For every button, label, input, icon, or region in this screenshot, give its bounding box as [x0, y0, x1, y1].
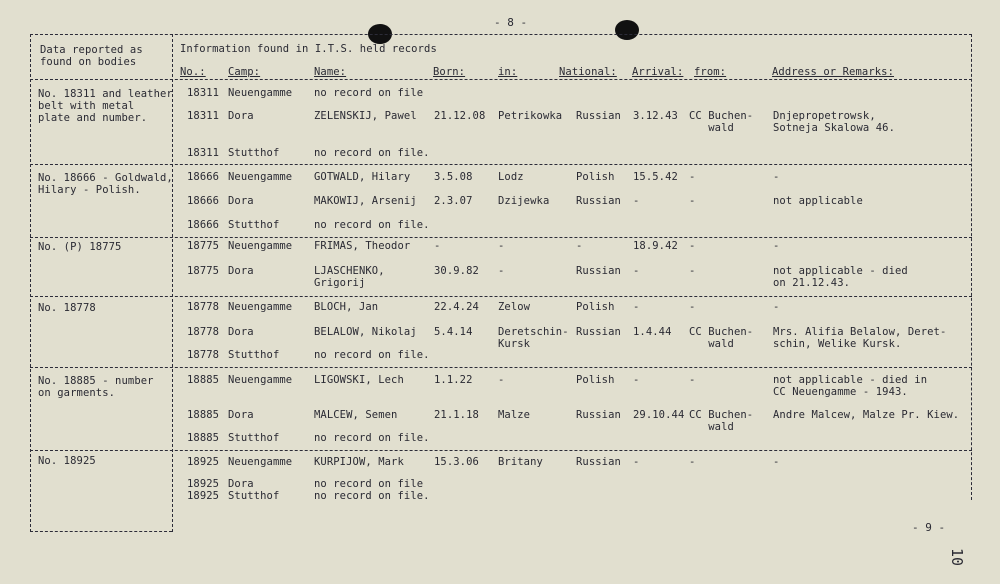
cell-in: Britany — [498, 456, 543, 468]
cell-no: 18778 — [187, 326, 220, 338]
cell-born: 1.1.22 — [434, 374, 473, 386]
cell-no: 18885 — [187, 374, 220, 386]
cell-born: - — [434, 240, 441, 252]
cell-rem: not applicable — [773, 195, 863, 207]
cell-nat: Russian — [576, 326, 621, 338]
group-label: No. 18666 - Goldwald, Hilary - Polish. — [38, 172, 173, 196]
cell-in: Deretschin- Kursk — [498, 326, 569, 350]
cell-in: - — [498, 265, 505, 277]
group-label: No. 18778 — [38, 302, 96, 314]
cell-rem: Andre Malcew, Malze Pr. Kiew. — [773, 409, 960, 421]
cell-name: LIGOWSKI, Lech — [314, 374, 404, 386]
cell-rem: - — [773, 240, 780, 252]
cell-arr: 15.5.42 — [633, 171, 678, 183]
cell-nat: Polish — [576, 301, 615, 313]
cell-name: ZELENSKIJ, Pawel — [314, 110, 417, 122]
cell-no: 18775 — [187, 240, 220, 252]
cell-no: 18311 — [187, 147, 220, 159]
cell-name: BLOCH, Jan — [314, 301, 379, 313]
header-rule — [30, 79, 972, 80]
cell-arr: - — [633, 265, 640, 277]
cell-born: 15.3.06 — [434, 456, 479, 468]
cell-name: no record on file. — [314, 349, 430, 361]
cell-name: no record on file — [314, 87, 424, 99]
cell-name: no record on file no record on file. — [314, 478, 430, 502]
frame-bottom — [30, 531, 172, 532]
cell-camp: Dora — [228, 326, 254, 338]
cell-arr: - — [633, 301, 640, 313]
cell-name: FRIMAS, Theodor — [314, 240, 411, 252]
cell-born: 21.12.08 — [434, 110, 486, 122]
col-no: No.: — [180, 66, 206, 78]
cell-from: CC Buchen- wald — [689, 110, 754, 134]
group-separator — [30, 164, 972, 165]
cell-no: 18778 — [187, 349, 220, 361]
cell-nat: Russian — [576, 110, 621, 122]
cell-no: 18666 — [187, 219, 220, 231]
cell-camp: Dora — [228, 195, 254, 207]
cell-name: BELALOW, Nikolaj — [314, 326, 417, 338]
cell-born: 30.9.82 — [434, 265, 479, 277]
cell-camp: Neuengamme — [228, 87, 293, 99]
cell-camp: Dora Stutthof — [228, 478, 280, 502]
cell-rem: Mrs. Alifia Belalow, Deret- schin, Welike Kursk. — [773, 326, 947, 350]
cell-nat: - — [576, 240, 583, 252]
cell-nat: Russian — [576, 409, 621, 421]
cell-no: 18775 — [187, 265, 220, 277]
cell-no: 18885 — [187, 409, 220, 421]
cell-camp: Dora — [228, 409, 254, 421]
cell-no: 18311 — [187, 87, 220, 99]
col-arrival: Arrival: — [632, 66, 684, 78]
cell-name: no record on file. — [314, 432, 430, 444]
cell-camp: Stutthof — [228, 219, 280, 231]
cell-in: Dzijewka — [498, 195, 550, 207]
cell-from: CC Buchen- wald — [689, 409, 754, 433]
cell-rem: - — [773, 301, 780, 313]
page-number-bottom: - 9 - — [912, 521, 946, 534]
group-separator — [30, 450, 972, 451]
group-separator — [30, 237, 972, 238]
cell-camp: Neuengamme — [228, 456, 293, 468]
cell-born: 5.4.14 — [434, 326, 473, 338]
cell-rem: not applicable - died in CC Neuengamme - 1943. — [773, 374, 928, 398]
cell-arr: 1.4.44 — [633, 326, 672, 338]
cell-nat: Russian — [576, 195, 621, 207]
col-in: in: — [498, 66, 518, 78]
cell-born: 3.5.08 — [434, 171, 473, 183]
cell-arr: 29.10.44 — [633, 409, 685, 421]
cell-camp: Neuengamme — [228, 171, 293, 183]
cell-name: no record on file. — [314, 147, 430, 159]
cell-in: Petrikowka — [498, 110, 563, 122]
cell-no: 18925 — [187, 456, 220, 468]
page-number-top: - 8 - — [494, 16, 528, 29]
group-separator — [30, 296, 972, 297]
cell-camp: Stutthof — [228, 432, 280, 444]
cell-arr: - — [633, 456, 640, 468]
cell-camp: Neuengamme — [228, 374, 293, 386]
cell-from: - — [689, 374, 696, 386]
cell-from: - — [689, 240, 696, 252]
col-born: Born: — [433, 66, 466, 78]
cell-camp: Stutthof — [228, 147, 280, 159]
cell-camp: Dora — [228, 265, 254, 277]
cell-camp: Neuengamme — [228, 240, 293, 252]
cell-name: no record on file. — [314, 219, 430, 231]
cell-born: 21.1.18 — [434, 409, 479, 421]
col-camp: Camp: — [228, 66, 261, 78]
cell-in: Lodz — [498, 171, 524, 183]
cell-name: KURPIJOW, Mark — [314, 456, 404, 468]
cell-no: 18778 — [187, 301, 220, 313]
cell-rem: - — [773, 171, 780, 183]
cell-name: MALCEW, Semen — [314, 409, 398, 421]
cell-rem: Dnjepropetrowsk, Sotneja Skalowa 46. — [773, 110, 896, 134]
cell-in: - — [498, 240, 505, 252]
side-number: 10 — [948, 548, 966, 567]
cell-rem: - — [773, 456, 780, 468]
cell-nat: Polish — [576, 374, 615, 386]
cell-in: Zelow — [498, 301, 531, 313]
cell-from: CC Buchen- wald — [689, 326, 754, 350]
cell-name: GOTWALD, Hilary — [314, 171, 411, 183]
cell-camp: Dora — [228, 110, 254, 122]
cell-from: - — [689, 265, 696, 277]
header-info: Information found in I.T.S. held records — [180, 43, 437, 55]
group-label: No. (P) 18775 — [38, 241, 122, 253]
group-label: No. 18311 and leather belt with metal plate and number. — [38, 88, 173, 124]
cell-nat: Polish — [576, 171, 615, 183]
cell-no: 18925 18925 — [187, 478, 220, 502]
cell-nat: Russian — [576, 456, 621, 468]
cell-in: Malze — [498, 409, 531, 421]
frame-right — [971, 34, 972, 500]
cell-no: 18311 — [187, 110, 220, 122]
col-from: from: — [694, 66, 727, 78]
group-separator — [30, 367, 972, 368]
cell-rem: not applicable - died on 21.12.43. — [773, 265, 908, 289]
punch-hole-right — [615, 20, 639, 40]
header-left: Data reported as found on bodies — [40, 44, 143, 68]
cell-no: 18885 — [187, 432, 220, 444]
cell-camp: Neuengamme — [228, 301, 293, 313]
cell-no: 18666 — [187, 195, 220, 207]
cell-arr: 18.9.42 — [633, 240, 678, 252]
cell-born: 2.3.07 — [434, 195, 473, 207]
cell-in: - — [498, 374, 505, 386]
cell-born: 22.4.24 — [434, 301, 479, 313]
cell-no: 18666 — [187, 171, 220, 183]
cell-from: - — [689, 171, 696, 183]
col-national: National: — [559, 66, 617, 78]
cell-from: - — [689, 456, 696, 468]
frame-left — [30, 34, 31, 532]
col-remarks: Address or Remarks: — [772, 66, 895, 78]
cell-camp: Stutthof — [228, 349, 280, 361]
col-name: Name: — [314, 66, 347, 78]
cell-name: LJASCHENKO, Grigorij — [314, 265, 385, 289]
cell-from: - — [689, 195, 696, 207]
cell-arr: - — [633, 374, 640, 386]
group-label: No. 18925 — [38, 455, 96, 467]
cell-arr: 3.12.43 — [633, 110, 678, 122]
cell-arr: - — [633, 195, 640, 207]
cell-nat: Russian — [576, 265, 621, 277]
cell-name: MAKOWIJ, Arsenij — [314, 195, 417, 207]
group-label: No. 18885 - number on garments. — [38, 375, 154, 399]
cell-from: - — [689, 301, 696, 313]
